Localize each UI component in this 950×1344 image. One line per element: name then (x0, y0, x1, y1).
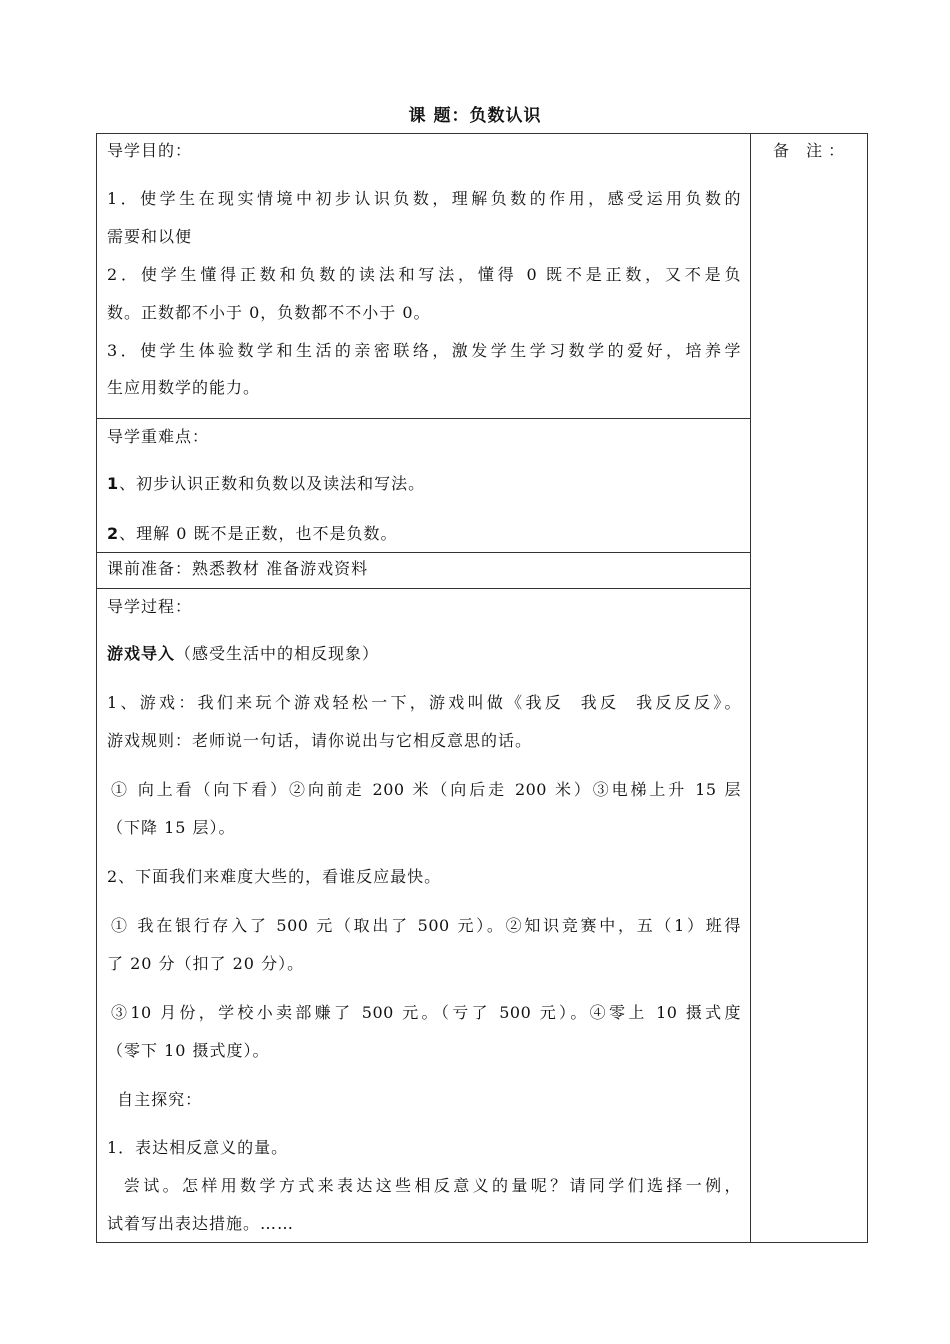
process-line: 自主探究： (111, 1090, 203, 1109)
objectives-line: 3．使学生体验数学和生活的亲密联络，激发学生学习数学的爱好，培养学 (107, 341, 741, 360)
objectives-line: 生应用数学的能力。 (107, 378, 261, 397)
process-line: 游戏规则：老师说一句话，请你说出与它相反意思的话。 (107, 731, 533, 750)
remark-label: 备 注： (773, 141, 851, 160)
lesson-plan-table (96, 133, 868, 1243)
key-point-item-1 (107, 471, 425, 494)
process-line: ① 向上看（向下看）②向前走 200 米（向后走 200 米）③电梯上升 15 层 (111, 780, 741, 799)
process-line: 了 20 分（扣了 20 分）。 (107, 954, 305, 973)
process-line: 尝试。怎样用数学方式来表达这些相反意义的量呢？请同学们选择一例， (107, 1176, 741, 1195)
objectives-line: 2．使学生懂得正数和负数的读法和写法，懂得 0 既不是正数，又不是负 (107, 265, 741, 284)
lesson-title: 课 题：负数认识 (408, 106, 542, 126)
key-point-number: 2 (107, 524, 120, 543)
objectives-line: 数。正数都不小于 0，负数都不不小于 0。 (107, 303, 431, 322)
preparation-text: 课前准备：熟悉教材 准备游戏资料 (107, 559, 369, 578)
key-point-text: 、初步认识正数和负数以及读法和写法。 (119, 474, 426, 493)
row-divider (97, 418, 750, 419)
key-point-text: 、理解 0 既不是正数，也不是负数。 (119, 524, 398, 543)
process-line: 2、下面我们来难度大些的，看谁反应最快。 (107, 867, 442, 886)
objectives-line: 需要和以便 (107, 227, 193, 246)
key-point-number: 1 (107, 474, 120, 493)
row-divider (97, 552, 750, 553)
process-line: ③10 月份，学校小卖部赚了 500 元。（亏了 500 元）。④零上 10 摄式度 (111, 1003, 741, 1022)
column-divider (750, 134, 751, 1242)
process-line: （下降 15 层）。 (107, 818, 236, 837)
key-points-heading: 导学重难点： (107, 427, 210, 446)
process-line: （零下 10 摄式度）。 (107, 1041, 270, 1060)
process-intro-rest: （感受生活中的相反现象） (175, 644, 380, 663)
process-line: ① 我在银行存入了 500 元（取出了 500 元）。②知识竞赛中，五（1）班得 (111, 916, 741, 935)
objectives-heading: 导学目的： (107, 141, 193, 160)
process-intro (107, 641, 379, 664)
objectives-line: 1．使学生在现实情境中初步认识负数，理解负数的作用，感受运用负数的 (107, 189, 741, 208)
process-line: 1．表达相反意义的量。 (107, 1138, 289, 1157)
process-line: 1、游戏：我们来玩个游戏轻松一下，游戏叫做《我反 我反 我反反反》。 (107, 693, 741, 712)
process-heading: 导学过程： (107, 597, 193, 616)
key-point-item-2 (107, 521, 398, 544)
process-line: 试着写出表达措施。…… (107, 1214, 295, 1233)
row-divider (97, 588, 750, 589)
process-intro-bold: 游戏导入 (107, 644, 176, 663)
